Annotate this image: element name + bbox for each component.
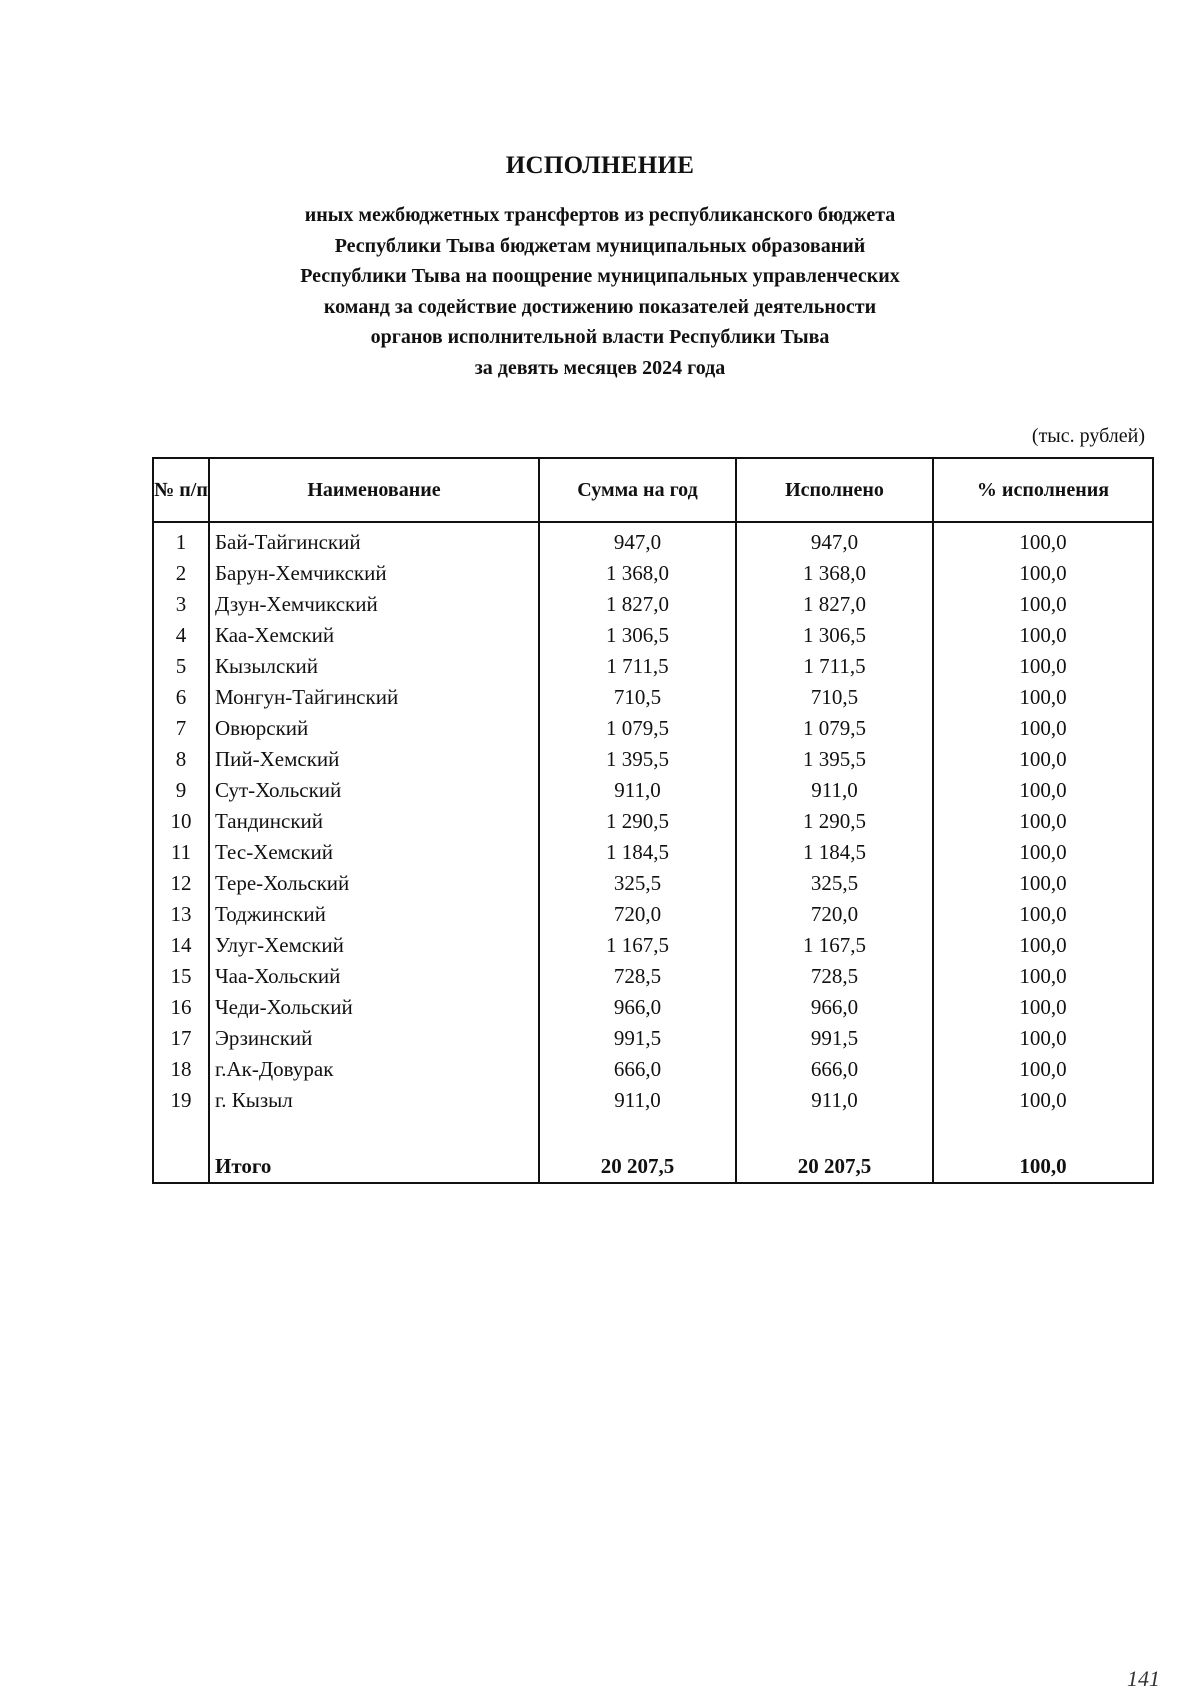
row-executed: 666,0 xyxy=(736,1054,933,1085)
row-year-sum: 1 184,5 xyxy=(539,837,736,868)
table-row xyxy=(153,868,1153,899)
row-percent: 100,0 xyxy=(933,713,1153,744)
row-year-sum: 947,0 xyxy=(539,522,736,558)
row-executed: 1 184,5 xyxy=(736,837,933,868)
row-executed: 728,5 xyxy=(736,961,933,992)
row-year-sum: 1 368,0 xyxy=(539,558,736,589)
row-num: 13 xyxy=(153,899,209,930)
row-year-sum: 1 395,5 xyxy=(539,744,736,775)
row-name: Кызылский xyxy=(209,651,539,682)
row-year-sum: 1 290,5 xyxy=(539,806,736,837)
table-row xyxy=(153,899,1153,930)
row-year-sum: 1 827,0 xyxy=(539,589,736,620)
table-row xyxy=(153,522,1153,558)
row-name: Тере-Хольский xyxy=(209,868,539,899)
table-row xyxy=(153,744,1153,775)
page-number-handwritten: 141 xyxy=(1127,1666,1160,1691)
table-row xyxy=(153,930,1153,961)
total-year-sum: 20 207,5 xyxy=(539,1150,736,1183)
header-num: № п/п xyxy=(153,458,209,522)
row-year-sum: 728,5 xyxy=(539,961,736,992)
row-num: 12 xyxy=(153,868,209,899)
total-num-cell xyxy=(153,1150,209,1183)
header-name: Наименование xyxy=(209,458,539,522)
total-percent: 100,0 xyxy=(933,1150,1153,1183)
row-percent: 100,0 xyxy=(933,1085,1153,1116)
row-percent: 100,0 xyxy=(933,899,1153,930)
table-row xyxy=(153,620,1153,651)
row-executed: 1 827,0 xyxy=(736,589,933,620)
row-executed: 966,0 xyxy=(736,992,933,1023)
row-year-sum: 720,0 xyxy=(539,899,736,930)
row-executed: 720,0 xyxy=(736,899,933,930)
row-percent: 100,0 xyxy=(933,620,1153,651)
row-executed: 1 368,0 xyxy=(736,558,933,589)
row-year-sum: 666,0 xyxy=(539,1054,736,1085)
subtitle-line: органов исполнительной власти Республики Тыва xyxy=(370,326,830,348)
row-num: 11 xyxy=(153,837,209,868)
table-row xyxy=(153,682,1153,713)
row-year-sum: 710,5 xyxy=(539,682,736,713)
row-percent: 100,0 xyxy=(933,558,1153,589)
row-name: Улуг-Хемский xyxy=(209,930,539,961)
table-row xyxy=(153,961,1153,992)
execution-table xyxy=(152,457,1154,1184)
row-num: 16 xyxy=(153,992,209,1023)
row-num: 10 xyxy=(153,806,209,837)
subtitle-line: команд за содействие достижению показателей деятельности xyxy=(323,295,877,318)
subtitle-line: Республики Тыва бюджетам муниципальных образований xyxy=(334,234,866,257)
row-num: 8 xyxy=(153,744,209,775)
row-executed: 325,5 xyxy=(736,868,933,899)
row-executed: 911,0 xyxy=(736,775,933,806)
row-name: Бай-Тайгинский xyxy=(209,522,539,558)
row-percent: 100,0 xyxy=(933,1054,1153,1085)
row-executed: 1 306,5 xyxy=(736,620,933,651)
table-header-row xyxy=(153,458,1153,522)
table-row xyxy=(153,1054,1153,1085)
total-label: Итого xyxy=(209,1150,539,1183)
row-name: Дзун-Хемчикский xyxy=(209,589,539,620)
row-executed: 947,0 xyxy=(736,522,933,558)
row-num: 5 xyxy=(153,651,209,682)
total-executed: 20 207,5 xyxy=(736,1150,933,1183)
row-percent: 100,0 xyxy=(933,522,1153,558)
row-name: Овюрский xyxy=(209,713,539,744)
row-num: 14 xyxy=(153,930,209,961)
row-name: Тоджинский xyxy=(209,899,539,930)
header-year-sum: Сумма на год xyxy=(539,458,736,522)
row-percent: 100,0 xyxy=(933,930,1153,961)
row-percent: 100,0 xyxy=(933,775,1153,806)
row-percent: 100,0 xyxy=(933,806,1153,837)
row-year-sum: 966,0 xyxy=(539,992,736,1023)
row-name: Пий-Хемский xyxy=(209,744,539,775)
row-num: 1 xyxy=(153,522,209,558)
row-num: 17 xyxy=(153,1023,209,1054)
row-percent: 100,0 xyxy=(933,651,1153,682)
table-row xyxy=(153,713,1153,744)
row-num: 9 xyxy=(153,775,209,806)
table-row xyxy=(153,651,1153,682)
row-percent: 100,0 xyxy=(933,744,1153,775)
row-num: 19 xyxy=(153,1085,209,1116)
row-executed: 710,5 xyxy=(736,682,933,713)
table-row xyxy=(153,992,1153,1023)
table-row xyxy=(153,558,1153,589)
row-executed: 1 079,5 xyxy=(736,713,933,744)
row-year-sum: 911,0 xyxy=(539,1085,736,1116)
row-percent: 100,0 xyxy=(933,868,1153,899)
header-executed: Исполнено xyxy=(736,458,933,522)
row-name: Эрзинский xyxy=(209,1023,539,1054)
row-executed: 1 711,5 xyxy=(736,651,933,682)
table-spacer-row xyxy=(153,1116,1153,1150)
row-name: Чеди-Хольский xyxy=(209,992,539,1023)
table-total-row xyxy=(153,1150,1153,1183)
row-executed: 1 290,5 xyxy=(736,806,933,837)
row-name: Чаа-Хольский xyxy=(209,961,539,992)
row-name: г.Ак-Довурак xyxy=(209,1054,539,1085)
row-executed: 1 395,5 xyxy=(736,744,933,775)
row-year-sum: 1 167,5 xyxy=(539,930,736,961)
subtitle-line: за девять месяцев 2024 года xyxy=(474,356,726,379)
table-row xyxy=(153,1023,1153,1054)
row-year-sum: 991,5 xyxy=(539,1023,736,1054)
row-percent: 100,0 xyxy=(933,589,1153,620)
row-year-sum: 1 079,5 xyxy=(539,713,736,744)
row-num: 2 xyxy=(153,558,209,589)
row-year-sum: 911,0 xyxy=(539,775,736,806)
table-row xyxy=(153,837,1153,868)
row-year-sum: 325,5 xyxy=(539,868,736,899)
row-executed: 991,5 xyxy=(736,1023,933,1054)
row-percent: 100,0 xyxy=(933,1023,1153,1054)
row-name: Монгун-Тайгинский xyxy=(209,682,539,713)
subtitle-line: иных межбюджетных трансфертов из республиканского бюджета xyxy=(304,204,896,226)
row-executed: 1 167,5 xyxy=(736,930,933,961)
table-row xyxy=(153,775,1153,806)
row-name: г. Кызыл xyxy=(209,1085,539,1116)
row-name: Барун-Хемчикский xyxy=(209,558,539,589)
header-percent: % исполнения xyxy=(933,458,1153,522)
row-year-sum: 1 711,5 xyxy=(539,651,736,682)
row-name: Каа-Хемский xyxy=(209,620,539,651)
row-num: 3 xyxy=(153,589,209,620)
table-row xyxy=(153,1085,1153,1116)
row-name: Сут-Хольский xyxy=(209,775,539,806)
row-name: Тандинский xyxy=(209,806,539,837)
row-num: 7 xyxy=(153,713,209,744)
row-num: 6 xyxy=(153,682,209,713)
units-note: (тыс. рублей) xyxy=(1031,425,1145,447)
table-row xyxy=(153,589,1153,620)
subtitle-line: Республики Тыва на поощрение муниципальных управленческих xyxy=(300,265,900,287)
row-num: 4 xyxy=(153,620,209,651)
row-name: Тес-Хемский xyxy=(209,837,539,868)
row-percent: 100,0 xyxy=(933,992,1153,1023)
document-subtitle xyxy=(180,200,1020,383)
row-executed: 911,0 xyxy=(736,1085,933,1116)
table-row xyxy=(153,806,1153,837)
row-num: 18 xyxy=(153,1054,209,1085)
row-percent: 100,0 xyxy=(933,837,1153,868)
row-num: 15 xyxy=(153,961,209,992)
row-percent: 100,0 xyxy=(933,961,1153,992)
row-year-sum: 1 306,5 xyxy=(539,620,736,651)
row-percent: 100,0 xyxy=(933,682,1153,713)
page-title: ИСПОЛНЕНИЕ xyxy=(505,152,695,179)
